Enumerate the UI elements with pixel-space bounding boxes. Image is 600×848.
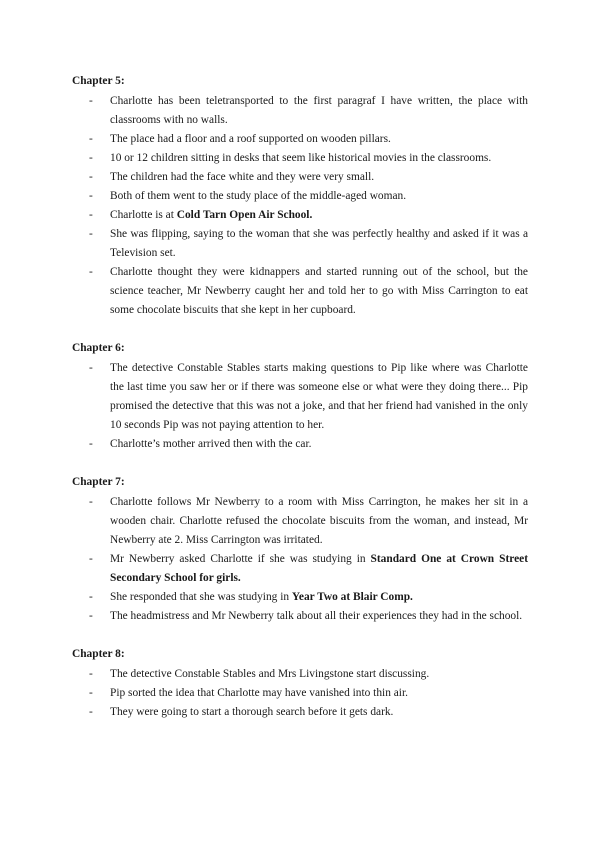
- dash-bullet: -: [89, 438, 93, 450]
- dash-bullet: -: [89, 228, 93, 240]
- list-item: - Pip sorted the idea that Charlotte may have vanished into thin air.: [72, 684, 528, 703]
- list-item: - Charlotte is at Cold Tarn Open Air School.: [72, 206, 528, 225]
- list-item: - Charlotte’s mother arrived then with the car.: [72, 435, 528, 454]
- dash-bullet: -: [89, 687, 93, 699]
- list-item: - The headmistress and Mr Newberry talk about all their experiences they had in the school.: [72, 607, 528, 626]
- list-item: - She was flipping, saying to the woman that she was perfectly healthy and asked if it was a Television set.: [72, 225, 528, 263]
- list-item: - Charlotte thought they were kidnappers and started running out of the school, but the science teacher, Mr Newberry caught her and told her to go with Miss Carrington to eat some chocolate biscuits that she kept in her cupboard.: [72, 263, 528, 320]
- bullet-list: [72, 92, 528, 320]
- chapter-6-section: [72, 339, 528, 454]
- bold-school-name: Year Two at Blair Comp.: [291, 591, 413, 603]
- dash-bullet: -: [89, 133, 93, 145]
- list-item: - Charlotte has been teletransported to the first paragraf I have written, the place with classrooms with no walls.: [72, 92, 528, 130]
- dash-bullet: -: [89, 706, 93, 718]
- list-item: - The detective Constable Stables and Mrs Livingstone start discussing.: [72, 665, 528, 684]
- dash-bullet: -: [89, 266, 93, 278]
- chapter-title: Chapter 7:: [72, 476, 125, 488]
- dash-bullet: -: [89, 496, 93, 508]
- dash-bullet: -: [89, 171, 93, 183]
- chapter-7-section: [72, 473, 528, 626]
- dash-bullet: -: [89, 553, 93, 565]
- dash-bullet: -: [89, 209, 93, 221]
- chapter-title: Chapter 5:: [72, 75, 125, 87]
- chapter-title: Chapter 8:: [72, 648, 125, 660]
- dash-bullet: -: [89, 190, 93, 202]
- dash-bullet: -: [89, 610, 93, 622]
- list-item: - The children had the face white and they were very small.: [72, 168, 528, 187]
- list-item: - Charlotte follows Mr Newberry to a room with Miss Carrington, he makes her sit in a wooden chair. Charlotte refused the chocolate biscuits from the woman, and instead, Mr Newberry ate 2. Miss Carrington was irritated.: [72, 493, 528, 550]
- dash-bullet: -: [89, 668, 93, 680]
- bullet-list: [72, 665, 528, 722]
- list-item: - They were going to start a thorough search before it gets dark.: [72, 703, 528, 722]
- list-item: - 10 or 12 children sitting in desks that seem like historical movies in the classrooms.: [72, 149, 528, 168]
- dash-bullet: -: [89, 95, 93, 107]
- chapter-title: Chapter 6:: [72, 342, 125, 354]
- dash-bullet: -: [89, 362, 93, 374]
- list-item: - Mr Newberry asked Charlotte if she was studying in Standard One at Crown Street Secondary School for girls.: [72, 550, 528, 588]
- bullet-list: [72, 493, 528, 626]
- bold-school-name: Standard One at Crown Street Secondary School for girls.: [110, 553, 528, 584]
- list-item: - The place had a floor and a roof supported on wooden pillars.: [72, 130, 528, 149]
- bold-school-name: Cold Tarn Open Air School.: [176, 209, 313, 221]
- list-item: - She responded that she was studying in Year Two at Blair Comp.: [72, 588, 528, 607]
- list-item: - The detective Constable Stables starts making questions to Pip like where was Charlotte the last time you saw her or if there was someone else or what were they doing there... Pip promised the detective that this was not a joke, and that her friend had vanished in the only 10 seconds Pip was not paying attention to her.: [72, 359, 528, 435]
- bullet-list: [72, 359, 528, 454]
- chapter-5-section: [72, 72, 528, 320]
- dash-bullet: -: [89, 152, 93, 164]
- chapter-8-section: [72, 645, 528, 722]
- list-item: - Both of them went to the study place of the middle-aged woman.: [72, 187, 528, 206]
- dash-bullet: -: [89, 591, 93, 603]
